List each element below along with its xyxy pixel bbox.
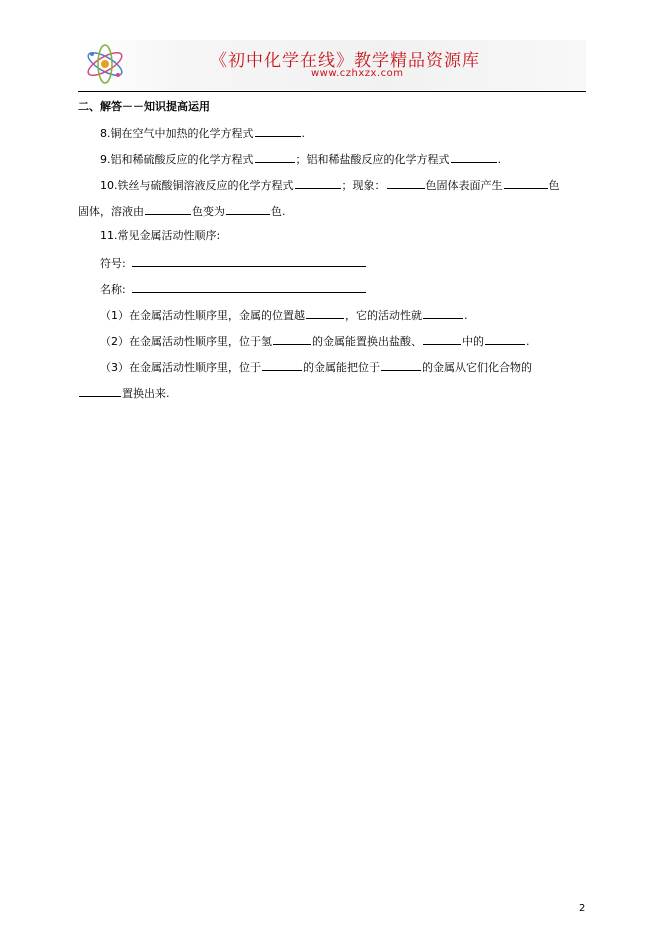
q9-text-1: 9.铝和稀硫酸反应的化学方程式: [100, 153, 254, 166]
q10-text-7: 色.: [271, 205, 286, 218]
atom-logo-icon: [82, 42, 128, 86]
q10-blank-3[interactable]: [504, 177, 548, 189]
question-10-line-1: [100, 177, 560, 193]
q11-p1-text-2: ，它的活动性就: [345, 309, 422, 322]
q11-name-blank[interactable]: [132, 281, 366, 293]
q11-p3-blank-1[interactable]: [262, 359, 302, 371]
q11-p3-blank-2[interactable]: [381, 359, 421, 371]
section-heading: 二、解答－－知识提高运用: [78, 100, 210, 113]
q11-p3-text-3: 的金属从它们化合物的: [422, 361, 532, 374]
page-number: 2: [579, 903, 586, 914]
q11-p1-end: .: [464, 309, 468, 322]
q11-p2-text-1: （2）在金属活动性顺序里，位于氢: [100, 335, 272, 348]
q9-blank-2[interactable]: [451, 151, 497, 163]
q11-p1-text-1: （1）在金属活动性顺序里，金属的位置越: [100, 309, 305, 322]
q11-p3-text-2: 的金属能把位于: [303, 361, 380, 374]
q11-point-3-line-2: [78, 385, 170, 401]
q10-text-2: ；现象：: [341, 179, 386, 192]
q9-text-2: ；铝和稀盐酸反应的化学方程式: [295, 153, 450, 166]
question-10-line-2: [78, 203, 286, 219]
header-banner: [78, 40, 586, 90]
q8-text: 8.铜在空气中加热的化学方程式: [100, 127, 254, 140]
header-divider: [78, 91, 586, 92]
q10-blank-4[interactable]: [145, 203, 191, 215]
q10-text-5: 固体，溶液由: [78, 205, 144, 218]
q8-end: .: [301, 127, 305, 140]
q11-p2-blank-1[interactable]: [273, 333, 311, 345]
banner-url: www.czhxzx.com: [311, 68, 404, 79]
q11-point-1: [100, 307, 468, 323]
q11-p3-text-4: 置换出来.: [122, 387, 170, 400]
q11-p1-blank-1[interactable]: [306, 307, 344, 319]
q11-p2-blank-3[interactable]: [485, 333, 525, 345]
q10-text-4: 色: [548, 179, 560, 192]
question-9: [100, 151, 501, 167]
q11-name-row: [100, 281, 367, 297]
q10-blank-1[interactable]: [295, 177, 341, 189]
q11-p2-text-2: 的金属能置换出盐酸、: [312, 335, 422, 348]
q9-blank-1[interactable]: [255, 151, 295, 163]
q11-p2-end: .: [526, 335, 530, 348]
q11-symbol-blank[interactable]: [132, 255, 366, 267]
q9-end: .: [497, 153, 501, 166]
q11-p1-blank-2[interactable]: [423, 307, 463, 319]
q10-blank-5[interactable]: [226, 203, 270, 215]
q10-text-3: 色固体表面产生: [425, 179, 503, 192]
banner-title: 《初中化学在线》教学精品资源库: [210, 51, 480, 71]
q11-p3-text-1: （3）在金属活动性顺序里，位于: [100, 361, 261, 374]
q10-text-1: 10.铁丝与硫酸铜溶液反应的化学方程式: [100, 179, 294, 192]
q11-symbol-row: [100, 255, 367, 271]
q8-blank[interactable]: [255, 125, 301, 137]
q11-symbol-label: 符号:: [100, 257, 126, 270]
q11-p3-blank-3[interactable]: [79, 385, 121, 397]
question-8: [100, 125, 305, 141]
q11-p2-text-3: 中的: [462, 335, 484, 348]
q10-text-6: 色变为: [192, 205, 225, 218]
question-11-title: 11.常见金属活动性顺序:: [100, 229, 221, 242]
q11-point-2: [100, 333, 530, 349]
q11-point-3-line-1: [100, 359, 532, 375]
q11-p2-blank-2[interactable]: [423, 333, 461, 345]
q11-name-label: 名称:: [100, 283, 126, 296]
q10-blank-2[interactable]: [387, 177, 425, 189]
